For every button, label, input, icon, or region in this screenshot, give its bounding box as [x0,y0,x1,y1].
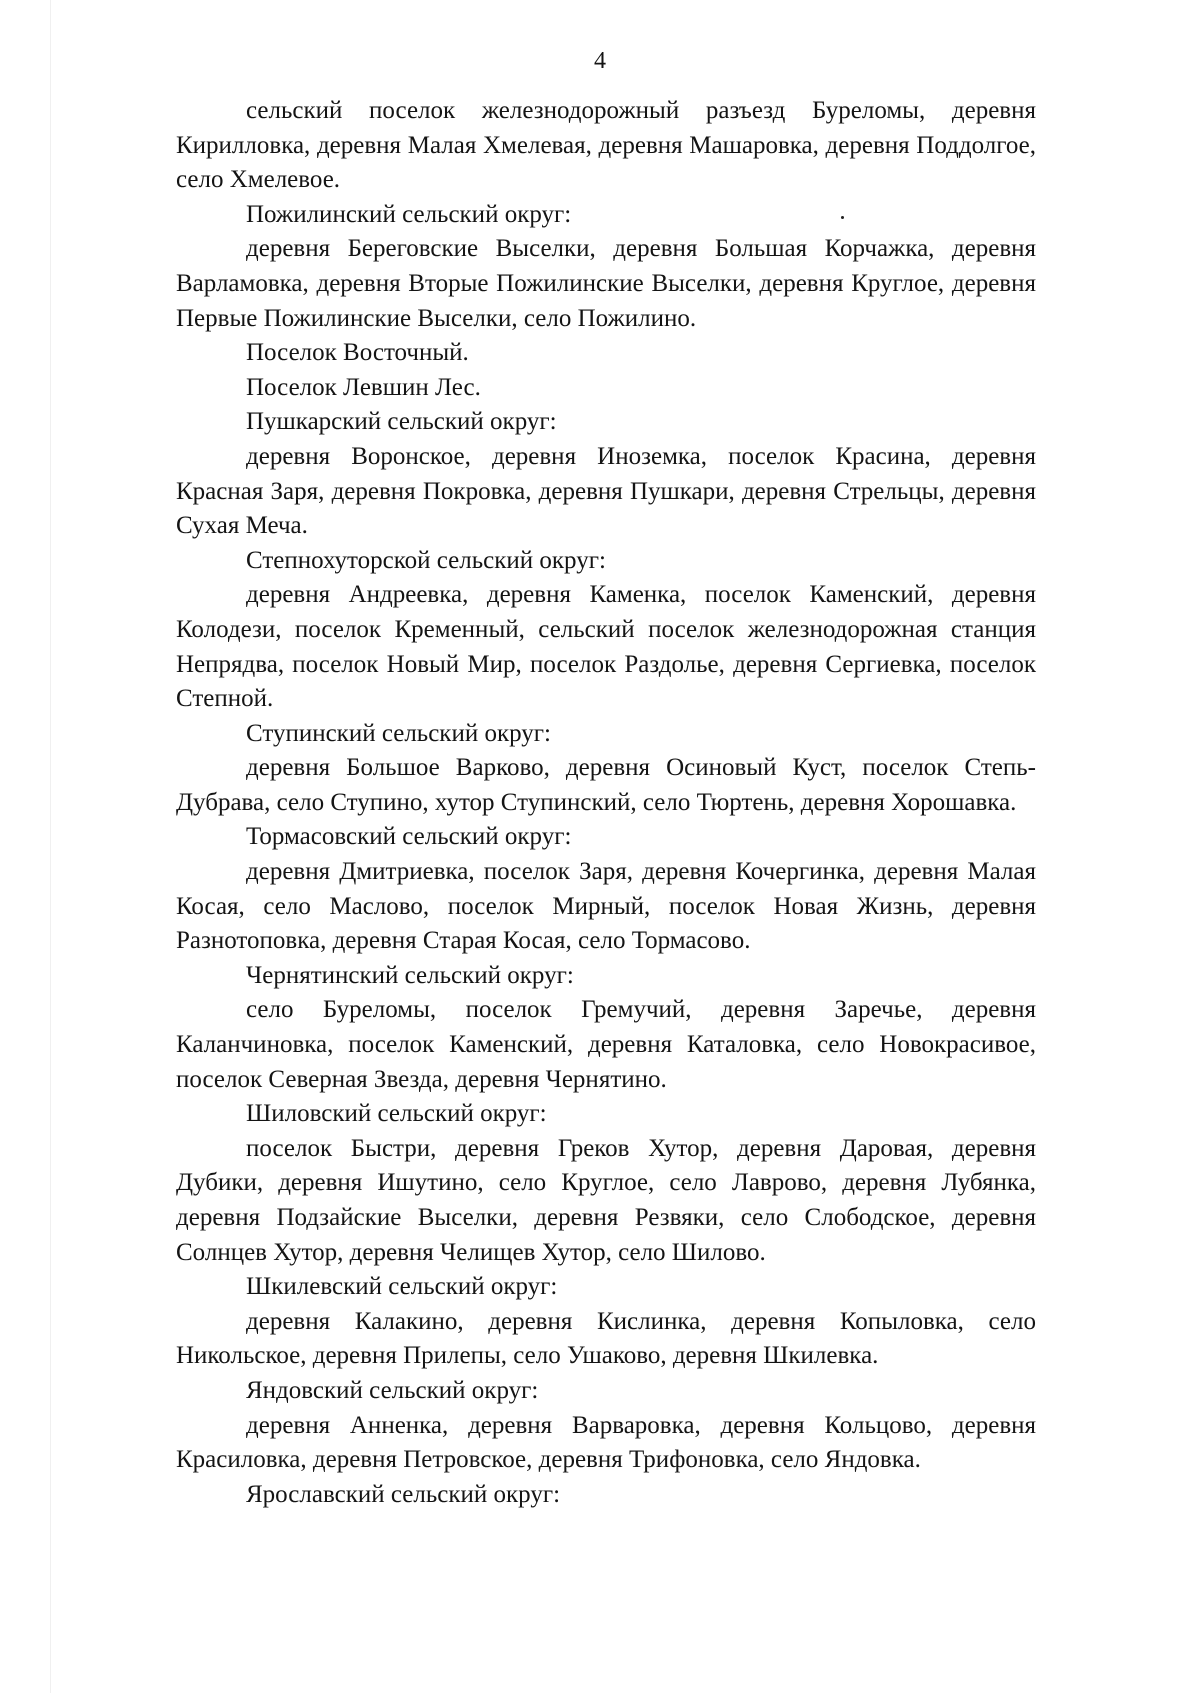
paragraph-shkilevsky-settlements: деревня Калакино, деревня Кислинка, деревня Копыловка, село Никольское, деревня Прилепы, село Ушаково, деревня Шкилевка. [176,1307,1036,1370]
heading-pushkarsky-okrug: Пушкарский сельский округ: [246,408,557,436]
heading-tormasovsky-okrug: Тормасовский сельский округ: [246,823,572,851]
heading-yaroslavsky-okrug: Ярославский сельский округ: [246,1480,561,1508]
heading-stepnokhutorskoy-okrug: Степнохуторской сельский округ: [246,546,606,574]
paragraph-pozhilinsky-settlements: деревня Береговские Выселки, деревня Большая Корчажка, деревня Варламовка, деревня Вторые Пожилинские Выселки, деревня Круглое, деревня Первые Пожилинские Выселки, село Пожилино. [176,235,1036,332]
paragraph-stupinsky-settlements: деревня Большое Варково, деревня Осиновый Куст, поселок Степь-Дубрава, село Ступино, хутор Ступинский, село Тюртень, деревня Хорошавка. [176,754,1036,816]
paragraph-shilovsky-settlements: поселок Быстри, деревня Греков Хутор, деревня Даровая, деревня Дубики, деревня Ишутино, село Круглое, село Лаврово, деревня Лубянка, деревня Подзайские Выселки, деревня Резвяки, село Слободское, деревня Солнцев Хутор, деревня Челищев Хутор, село Шилово. [176,1134,1036,1266]
heading-yandovsky-okrug: Яндовский сельский округ: [246,1376,539,1404]
heading-shkilevsky-okrug: Шкилевский сельский округ: [246,1273,558,1301]
body-text [176,94,1036,1512]
paragraph-settlements-continued: сельский поселок железнодорожный разъезд Буреломы, деревня Кирилловка, деревня Малая Хмелевая, деревня Машаровка, деревня Поддолгое, село Хмелевое. [176,97,1036,194]
heading-pozhilinsky-okrug: Пожилинский сельский округ: [246,200,572,228]
page-number: 4 [594,48,606,74]
heading-stupinsky-okrug: Ступинский сельский округ: [246,719,551,747]
paragraph-chernyatinsky-settlements: село Буреломы, поселок Гремучий, деревня Заречье, деревня Каланчиновка, поселок Каменский, деревня Каталовка, село Новокрасивое, поселок Северная Звезда, деревня Чернятино. [176,996,1036,1093]
heading-chernyatinsky-okrug: Чернятинский сельский округ: [246,961,574,989]
scan-edge [50,0,51,1693]
heading-shilovsky-okrug: Шиловский сельский округ: [246,1100,547,1128]
paragraph-stepnokhutorskoy-settlements: деревня Андреевка, деревня Каменка, поселок Каменский, деревня Колодези, поселок Кременный, сельский поселок железнодорожная станция Непрядва, поселок Новый Мир, поселок Раздолье, деревня Сергиевка, поселок Степной. [176,581,1036,713]
paragraph-tormasovsky-settlements: деревня Дмитриевка, поселок Заря, деревня Кочергинка, деревня Малая Косая, село Маслово, поселок Мирный, поселок Новая Жизнь, деревня Разнотоповка, деревня Старая Косая, село Тормасово. [176,858,1036,955]
paragraph-vostochny: Поселок Восточный. [246,339,469,367]
paragraph-levshin-les: Поселок Левшин Лес. [246,373,481,401]
paragraph-pushkarsky-settlements: деревня Воронское, деревня Иноземка, поселок Красина, деревня Красная Заря, деревня Покровка, деревня Пушкари, деревня Стрельцы, деревня Сухая Меча. [176,442,1036,540]
paragraph-yandovsky-settlements: деревня Анненка, деревня Варваровка, деревня Кольцово, деревня Красиловка, деревня Петровское, деревня Трифоновка, село Яндовка. [176,1411,1036,1474]
